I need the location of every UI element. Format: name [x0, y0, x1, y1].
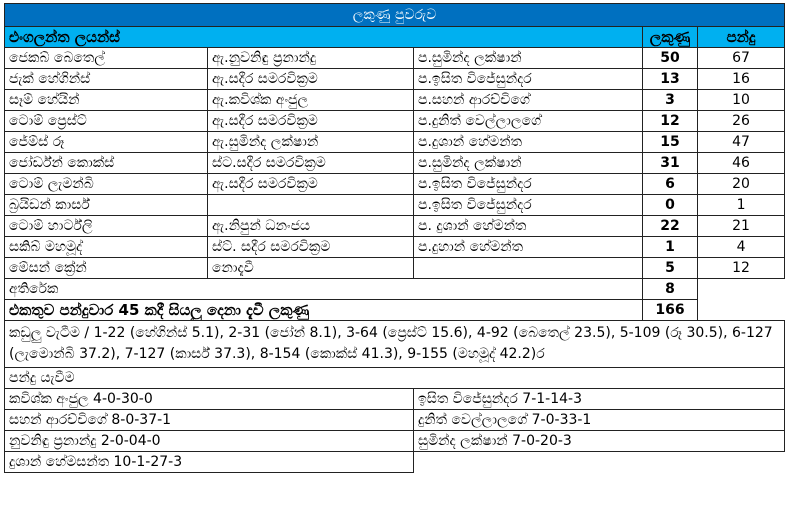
dismissal-bowler: ප.සුමින්ද ලක්ෂාන් — [414, 153, 643, 174]
bowling-row — [5, 431, 785, 452]
batter-balls: 1 — [698, 195, 785, 216]
batting-row — [5, 48, 785, 69]
batter-balls: 67 — [698, 48, 785, 69]
dismissal-fielder: නොදැවී — [208, 258, 414, 279]
scorecard-table — [4, 3, 785, 473]
dismissal-fielder: ඇ.සදීර සමරවික්‍රම — [208, 69, 414, 90]
batter-name: මේසන් ක්‍රේන් — [5, 258, 208, 279]
batting-row — [5, 195, 785, 216]
dismissal-bowler: ප.දුනිත් වෙල්ලාලගේ — [414, 111, 643, 132]
batter-balls: 46 — [698, 153, 785, 174]
bowling-figure — [414, 452, 785, 473]
batter-runs: 31 — [643, 153, 698, 174]
batter-name: ජැක් හේගින්ස් — [5, 69, 208, 90]
batter-runs: 0 — [643, 195, 698, 216]
total-row — [5, 300, 785, 321]
team-name: එංගලන්ත ලයන්ස් — [5, 27, 643, 48]
batting-row — [5, 153, 785, 174]
bowling-figure: දුශාන් හේමසන්ත 10-1-27-3 — [5, 452, 414, 473]
batter-balls: 26 — [698, 111, 785, 132]
batter-runs: 5 — [643, 258, 698, 279]
batter-name: ජේම්ස් රූ — [5, 132, 208, 153]
runs-header: ලකුණු — [643, 27, 698, 48]
dismissal-bowler: ප.සුමින්ද ලක්ෂාන් — [414, 48, 643, 69]
bowling-figure: සුමින්ද ලක්ෂාන් 7-0-20-3 — [414, 431, 785, 452]
fow-row — [5, 321, 785, 368]
total-label: එකතුව පන්දුවාර 45 කදී සියලු දෙනා දැවී ලකුණු — [5, 300, 643, 321]
batter-runs: 13 — [643, 69, 698, 90]
batting-row — [5, 237, 785, 258]
batter-name: ටොම් ප්‍රෙස්ට් — [5, 111, 208, 132]
bowling-label: පන්දු යැවීම — [5, 368, 785, 389]
batting-rows — [5, 48, 785, 279]
extras-row — [5, 279, 785, 300]
batter-runs: 22 — [643, 216, 698, 237]
dismissal-bowler: ප.ඉසිත විජේසුන්දර — [414, 174, 643, 195]
bowling-figure: දුනිත් වෙල්ලාලගේ 7-0-33-1 — [414, 410, 785, 431]
batting-row — [5, 174, 785, 195]
bowling-figure: සහන් ආරච්චිගේ 8-0-37-1 — [5, 410, 414, 431]
batter-balls: 20 — [698, 174, 785, 195]
batting-row — [5, 90, 785, 111]
batter-name: ටොම් හාර්ට්ලි — [5, 216, 208, 237]
dismissal-fielder: ඇ.කවිශ්ක අංජුල — [208, 90, 414, 111]
bowling-label-row — [5, 368, 785, 389]
batter-runs: 6 — [643, 174, 698, 195]
batting-row — [5, 111, 785, 132]
batter-runs: 50 — [643, 48, 698, 69]
dismissal-bowler: ප.දුහාන් හේමන්ත — [414, 237, 643, 258]
balls-header: පන්දු — [698, 27, 785, 48]
batting-row — [5, 132, 785, 153]
batter-runs: 3 — [643, 90, 698, 111]
dismissal-bowler: ප.සහන් ආරච්චිගේ — [414, 90, 643, 111]
bowling-figure: ඉසිත විජේසුන්දර 7-1-14-3 — [414, 389, 785, 410]
dismissal-bowler: ප. දුශාන් හේමන්ත — [414, 216, 643, 237]
batter-balls: 47 — [698, 132, 785, 153]
batting-row — [5, 216, 785, 237]
bowling-row — [5, 410, 785, 431]
batting-row — [5, 258, 785, 279]
batter-balls: 4 — [698, 237, 785, 258]
dismissal-bowler: ප.ඉසිත විජේසුන්දර — [414, 195, 643, 216]
dismissal-fielder: ඇ.සුමින්ද ලක්ෂාන් — [208, 132, 414, 153]
dismissal-bowler: ප.ඉසිත විජේසුන්දර — [414, 69, 643, 90]
bowling-figure: නුවනිඳු ප්‍රනාන්දු 2-0-04-0 — [5, 431, 414, 452]
batter-balls: 21 — [698, 216, 785, 237]
extras-label: අතිරේක — [5, 279, 643, 300]
bowling-figure: කවිශ්ක අංජුල 4-0-30-0 — [5, 389, 414, 410]
bowling-rows — [5, 389, 785, 473]
batter-runs: 15 — [643, 132, 698, 153]
dismissal-fielder — [208, 195, 414, 216]
dismissal-fielder: ඇ.නුවනිඳු ප්‍රනාන්දු — [208, 48, 414, 69]
batter-name: බ්‍රයිඩන් කාර්ස් — [5, 195, 208, 216]
batting-row — [5, 69, 785, 90]
dismissal-bowler: ප.දුශාන් හේමන්ත — [414, 132, 643, 153]
extras-runs: 8 — [643, 279, 698, 300]
batter-balls: 10 — [698, 90, 785, 111]
total-runs: 166 — [643, 300, 698, 321]
header-row — [5, 27, 785, 48]
batter-balls: 12 — [698, 258, 785, 279]
scorecard — [4, 3, 784, 473]
batter-balls: 16 — [698, 69, 785, 90]
scorecard-title: ලකුණු පුවරුව — [5, 4, 785, 27]
title-row — [5, 4, 785, 27]
batter-name: ජෙකබ් බෙතෙල් — [5, 48, 208, 69]
dismissal-fielder: ඇ.නිපුන් ධනංජය — [208, 216, 414, 237]
dismissal-fielder: ස්ට්. සදීර සමරවික්‍රම — [208, 237, 414, 258]
dismissal-fielder: ඇ.සදීර සමරවික්‍රම — [208, 174, 414, 195]
batter-name: සෑම් හේයින් — [5, 90, 208, 111]
batter-name: සකිබ් මහමූද් — [5, 237, 208, 258]
batter-runs: 12 — [643, 111, 698, 132]
fall-of-wickets: කඩුලු වැටීම / 1-22 (හේගින්ස් 5.1), 2-31 (ජෝන් 8.1), 3-64 (ප්‍රෙස්ට් 15.6), 4-92 (බෙතෙල් 23.5), 5-109 (රූ 30.5), 6-127 (ලැමොන්බි 37.2), 7-127 (කාර්ස් 37.3), 8-154 (කොක්ස් 41.3), 9-155 (මහමූද් 42.2)ර — [5, 321, 785, 368]
batter-name: ටොම් ලැමන්බි — [5, 174, 208, 195]
dismissal-fielder: ස්ට.සදීර සමරවික්‍රම — [208, 153, 414, 174]
dismissal-fielder: ඇ.සදීර සමරවික්‍රම — [208, 111, 414, 132]
dismissal-bowler — [414, 258, 643, 279]
batter-name: ජෝර්ඩ්න් කොක්ස් — [5, 153, 208, 174]
bowling-row — [5, 452, 785, 473]
batter-runs: 1 — [643, 237, 698, 258]
bowling-row — [5, 389, 785, 410]
